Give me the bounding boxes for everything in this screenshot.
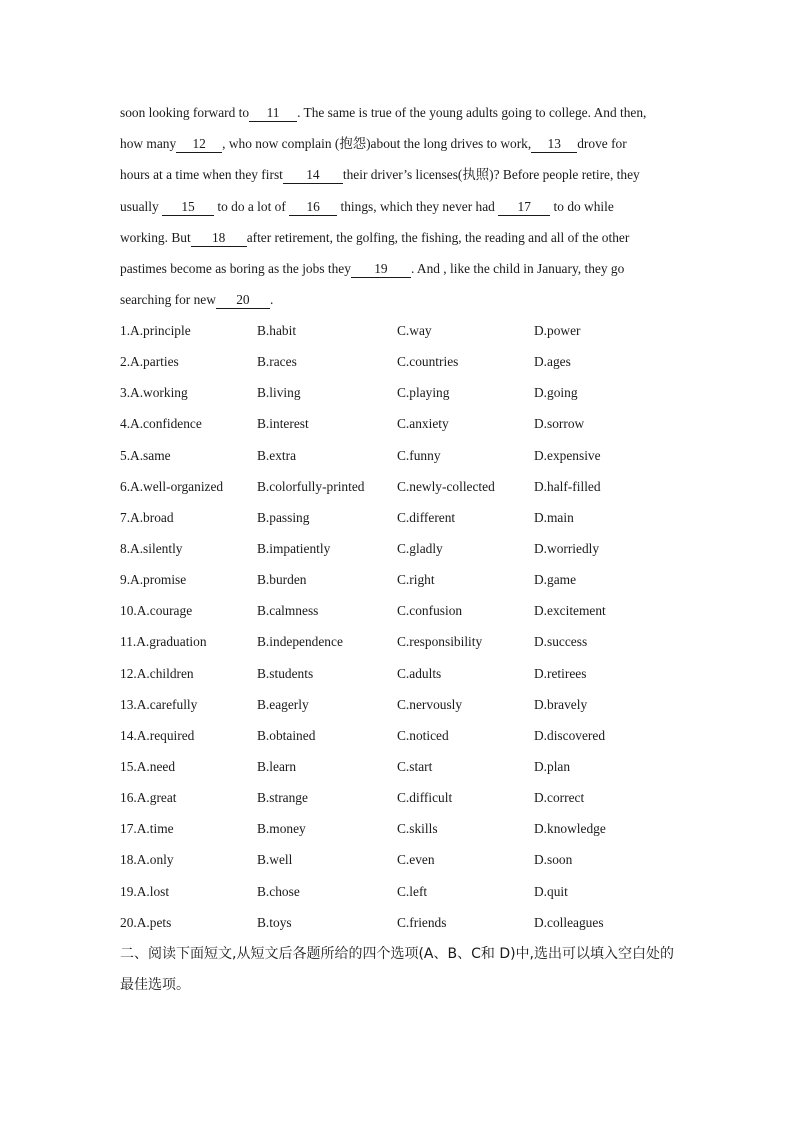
blank-12: 12 [176,137,222,153]
option-a: 19.A.lost [120,883,170,899]
option-b: B.passing [257,509,310,525]
passage-line: pastimes become as boring as the jobs they 19 . And , like the child in January, they go [120,260,625,276]
option-a: 6.A.well-organized [120,478,224,494]
blank-18: 18 [191,231,247,247]
option-a: 18.A.only [120,852,174,868]
option-d: D.soon [534,852,573,868]
option-c: C.anxiety [397,416,449,432]
option-row [120,626,720,657]
option-c: C.nervously [397,696,463,712]
option-d: D.quit [534,883,568,899]
option-c: C.responsibility [397,634,483,650]
instruction-line: 二、阅读下面短文,从短文后各题所给的四个选项(A、B、C和 D)中,选出可以填入空白处的 [120,946,675,962]
option-c: C.adults [397,665,442,681]
option-a: 2.A.parties [120,354,179,370]
option-row [120,564,720,595]
option-row [120,377,720,408]
option-b: B.colorfully-printed [257,478,365,494]
option-a: 9.A.promise [120,572,187,588]
option-b: B.chose [257,883,300,899]
passage-line: usually 15 to do a lot of 16 things, which they never had 17 to do while [120,198,614,214]
passage-line: hours at a time when they first 14 their driver’s licenses(执照)? Before people retire, they [120,167,640,183]
passage-line: working. But 18 after retirement, the golfing, the fishing, the reading and all of the other [120,229,630,245]
option-a: 10.A.courage [120,603,193,619]
option-b: B.learn [257,758,297,774]
blank-17: 17 [498,200,550,216]
option-c: C.noticed [397,727,449,743]
option-b: B.calmness [257,603,319,619]
option-d: D.colleagues [534,914,604,930]
passage-line: searching for new 20 . [120,292,274,308]
blank-14: 14 [283,168,343,184]
option-b: B.interest [257,416,309,432]
option-d: D.expensive [534,447,601,463]
option-b: B.races [257,354,297,370]
option-d: D.ages [534,354,571,370]
option-a: 20.A.pets [120,914,172,930]
option-b: B.living [257,385,301,401]
option-row [120,471,720,502]
option-a: 17.A.time [120,821,174,837]
option-c: C.difficult [397,790,453,806]
option-row [120,782,720,813]
option-a: 3.A.working [120,385,188,401]
option-c: C.newly-collected [397,478,495,494]
option-row [120,751,720,782]
option-d: D.retirees [534,665,587,681]
option-a: 16.A.great [120,790,177,806]
option-d: D.sorrow [534,416,585,432]
option-c: C.left [397,883,428,899]
section-two-instructions [120,939,690,1001]
passage-line: soon looking forward to 11 . The same is true of the young adults going to college. And then, [120,105,647,120]
option-b: B.extra [257,447,297,463]
option-c: C.countries [397,354,459,370]
option-b: B.eagerly [257,696,309,712]
blank-20: 20 [216,293,270,309]
option-a: 8.A.silently [120,540,183,556]
option-a: 12.A.children [120,665,194,681]
option-b: B.impatiently [257,540,331,556]
blank-19: 19 [351,262,411,278]
option-row [120,315,720,346]
option-a: 5.A.same [120,447,171,463]
option-row [120,844,720,875]
option-row [120,533,720,564]
option-a: 13.A.carefully [120,696,198,712]
blank-15: 15 [162,200,214,216]
option-row [120,658,720,689]
option-a: 14.A.required [120,727,195,743]
option-b: B.habit [257,323,297,338]
option-c: C.even [397,852,435,868]
option-c: C.gladly [397,540,443,556]
option-d: D.success [534,634,588,650]
option-row [120,720,720,751]
option-row [120,813,720,844]
option-d: D.discovered [534,727,606,743]
option-c: C.skills [397,821,438,837]
option-d: D.excitement [534,603,606,619]
option-b: B.strange [257,790,308,806]
option-row [120,502,720,533]
option-b: B.toys [257,914,292,930]
option-d: D.game [534,572,577,588]
option-a: 15.A.need [120,758,176,774]
option-b: B.money [257,821,306,837]
option-d: D.half-filled [534,478,601,494]
option-c: C.confusion [397,603,463,619]
blank-13: 13 [531,137,577,153]
option-b: B.students [257,665,314,681]
option-d: D.plan [534,758,571,774]
blank-11: 11 [249,106,297,122]
option-c: C.different [397,509,456,525]
option-b: B.burden [257,572,307,588]
passage-line: how many 12 , who now complain (抱怨)about the long drives to work, 13 drove for [120,136,627,152]
option-d: D.power [534,323,581,338]
option-d: D.knowledge [534,821,606,837]
option-c: C.way [397,323,432,338]
option-row [120,876,720,907]
option-d: D.worriedly [534,540,600,556]
option-a: 1.A.principle [120,323,191,338]
option-d: D.correct [534,790,585,806]
option-c: C.funny [397,447,441,463]
option-c: C.friends [397,914,447,930]
option-c: C.start [397,758,433,774]
option-row [120,408,720,439]
option-c: C.playing [397,385,450,401]
option-c: C.right [397,572,435,588]
blank-16: 16 [289,200,337,216]
option-a: 11.A.graduation [120,634,207,650]
option-row [120,689,720,720]
option-row [120,907,720,938]
option-b: B.independence [257,634,343,650]
option-b: B.well [257,852,293,868]
option-a: 4.A.confidence [120,416,202,432]
instruction-line: 最佳选项。 [120,977,190,993]
option-row [120,595,720,626]
option-row [120,346,720,377]
option-row [120,440,720,471]
cloze-passage [120,97,680,315]
option-d: D.main [534,509,574,525]
option-d: D.going [534,385,578,401]
option-a: 7.A.broad [120,509,174,525]
option-b: B.obtained [257,727,316,743]
option-d: D.bravely [534,696,588,712]
answer-options [120,315,720,938]
